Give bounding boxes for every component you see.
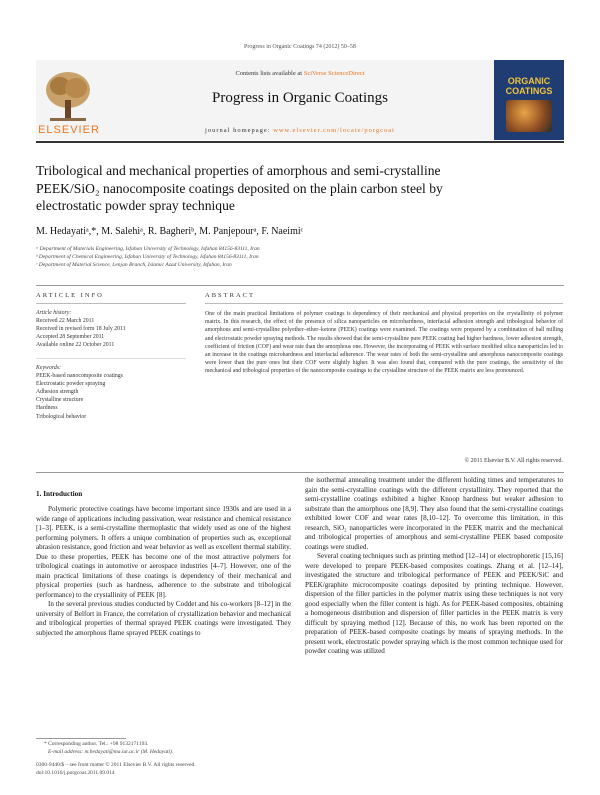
keyword-item: Adhesion strength <box>36 389 79 396</box>
publisher-name: ELSEVIER <box>38 124 100 136</box>
affiliation-c: ᶜ Department of Material Science, Lenjan Branch, Islamic Azad University, Isfahan, Iran <box>36 262 232 268</box>
section-heading-introduction: 1. Introduction <box>36 490 83 498</box>
history-online: Available online 22 October 2011 <box>36 342 115 349</box>
author-list: M. Hedayatiᵃ,*, M. Salehiᵃ, R. Bagheriᵇ, M. Panjepourᵃ, F. Naeimiᶜ <box>36 226 304 237</box>
keyword-item: Electrostatic powder spraying <box>36 381 106 388</box>
history-accepted: Accepted 28 September 2011 <box>36 334 105 341</box>
paper-title <box>36 162 564 215</box>
issn-line: 0300-9440/$ – see front matter © 2011 Elsevier B.V. All rights reserved. <box>36 762 196 768</box>
intro-paragraph-1: Polymeric protective coatings have become important since 1930s and are used in a wide range of applications including passivation, wear resistance and chemical resistance [1–3]. PEEK, is a semi-crystalline thermoplastic that widely used as one of the highest performing polymers. It offers a unique combination of properties such as, exceptional abrasion resistance, good friction and wear behavior as well as excellent thermal stability. Due to these properties, PEEK has become one of the most attractive polymers for tribological coatings in automotive or aerospace industries [4–7]. However, one of the main practical limitations of these coatings is dependency of their mechanical and physical properties (such as hardness, adherence to the substrate and tribological performance) to the crystallinity of PEEK [8]. <box>36 505 291 599</box>
keywords-label: Keywords: <box>36 365 61 371</box>
right-column <box>305 476 563 657</box>
keywords-rule <box>36 358 186 359</box>
abstract-text: One of the main practical limitations of polymer coatings is dependency of their mechanical and physical properties on the crystallinity of polymer matrix. In this research, the effect of the presence of silica nanoparticles on microhardness, interfacial adhesion strength and tribological behavior of amorphous and semi-crystalline polyether–ether–ketone (PEEK) coatings were examined. The coatings were prepared by a combination of ball milling and electrostatic powder spraying methods. The results showed that the semi-crystalline pure PEEK coating had higher hardness, lower adhesion strength, coefficient of friction (COF) and wear rate than the amorphous one. However, the incorporating of PEEK with surface modified silica nanoparticles led to an increase in the coatings microhardness and interfacial adherence. The wear rates of both the semi-crystalline and amorphous nanocomposite coatings were lower than the pure ones but their COF were slightly higher. It was also found that, compared with the pure coatings, the sensitivity of the mechanical and tribological properties of the nanocomposite coatings to the crystalline structure of the PEEK matrix are less pronounced. <box>205 311 563 375</box>
intro-paragraph-3: the isothermal annealing treatment under the different holding times and temperatures to gain the semi-crystalline coatings with the different crystallinity. They reported that the semi-crystalline coatings exhibited a higher Knoop hardness but weaker adhesion to substrate than the amorphous one [8,9]. They also found that the semi-crystalline coatings exhibited lower COF and wear rates [8,10–12]. To overcome this limitation, in this research, SiO₂ nanoparticles were incorporated in the PEEK matrix and the mechanical and tribological properties of amorphous and semi-crystalline PEEK based composite coatings were studied. <box>305 476 563 551</box>
intro-paragraph-4: Several coating techniques such as printing method [12–14] or electrophoretic [15,16] were developed to prepare PEEK-based composites coatings. Zhang et al. [12–14], investigated the structure and tribological performance of PEEK and PEEK/SiC and PEEK/graphite microcomposite coatings deposited by printing technique. However, dispersion of the filler particles in the polymer matrix using these techniques is not very good especially when the filler content is high. As for PEEK-based composites, obtaining a homogeneous distribution and dispersion of filler particles in the PEEK matrix is very difficult by spraying method [12]. Because of this, no work has been reported on the preparation of PEEK-based composite coatings by means of spraying methods. In the present work, electrostatic powder spraying which is the most common technique used for powder coating was utilized <box>305 552 563 655</box>
journal-title: Progress in Organic Coatings <box>212 90 388 106</box>
title-line-2: PEEK/SiO₂ nanocomposite coatings deposited on the plain carbon steel by <box>36 180 443 196</box>
article-history <box>36 309 196 349</box>
cover-title: ORGANIC COATINGS <box>505 76 553 96</box>
info-top-rule <box>36 285 564 286</box>
keyword-item: PEEK-based nanocomposite coatings <box>36 373 123 380</box>
running-head: Progress in Organic Coatings 74 (2012) 50–58 <box>244 44 356 50</box>
keyword-item: Hardness <box>36 405 58 412</box>
affiliation-a: ᵃ Department of Materials Engineering, Isfahan University of Technology, Isfahan 84156-83111, Iran <box>36 246 260 252</box>
corresponding-author: * Corresponding author. Tel.: +98 9132171193. <box>44 741 149 747</box>
title-line-1: Tribological and mechanical properties of amorphous and semi-crystalline <box>36 163 441 178</box>
info-rule <box>36 303 186 304</box>
abstract-bottom-rule <box>36 472 564 473</box>
cover-picture <box>506 100 552 132</box>
contents-line <box>110 70 490 77</box>
intro-paragraph-2: In the several previous studies conducted by Coddet and his co-workers [8–12] in the university of Belfort in France, the correlation of crystallization behavior and mechanical and tribological properties of thermal sprayed PEEK coatings were investigated. They subjected the amorphous flame sprayed PEEK coatings to <box>36 600 291 637</box>
title-line-3: electrostatic powder spray technique <box>36 198 235 213</box>
elsevier-tree-logo-icon <box>40 66 96 124</box>
history-received: Received 22 March 2011 <box>36 318 95 325</box>
header-divider <box>36 141 564 143</box>
left-column <box>36 505 291 638</box>
abstract-heading: ABSTRACT <box>205 292 255 299</box>
history-revised: Received in revised form 18 July 2011 <box>36 326 126 333</box>
doi-link[interactable]: doi:10.1016/j.porgcoat.2011.09.014 <box>36 770 115 776</box>
footnote-rule <box>36 738 126 739</box>
keywords-block <box>36 364 196 421</box>
email-address[interactable]: E-mail address: m.hedayati@ma.iut.ac.ir (M. Hedayati). <box>48 749 174 755</box>
abstract-rule <box>205 303 563 304</box>
journal-homepage <box>110 127 490 134</box>
homepage-label: journal homepage: <box>205 127 271 134</box>
article-info-heading: ARTICLE INFO <box>36 292 104 299</box>
contents-prefix: Contents lists available at <box>235 70 303 77</box>
affiliation-b: ᵇ Department of Chemical Engineering, Isfahan University of Technology, Isfahan 84156-83111, Iran <box>36 254 259 260</box>
keyword-item: Crystalline structure <box>36 397 84 404</box>
copyright-line: © 2011 Elsevier B.V. All rights reserved. <box>464 458 563 464</box>
homepage-link[interactable]: www.elsevier.com/locate/porgcoat <box>273 127 395 134</box>
history-label: Article history: <box>36 310 72 316</box>
journal-cover-image <box>494 60 564 140</box>
sciencedirect-link[interactable]: SciVerse ScienceDirect <box>303 70 365 77</box>
keyword-item: Tribological behavior <box>36 413 87 420</box>
